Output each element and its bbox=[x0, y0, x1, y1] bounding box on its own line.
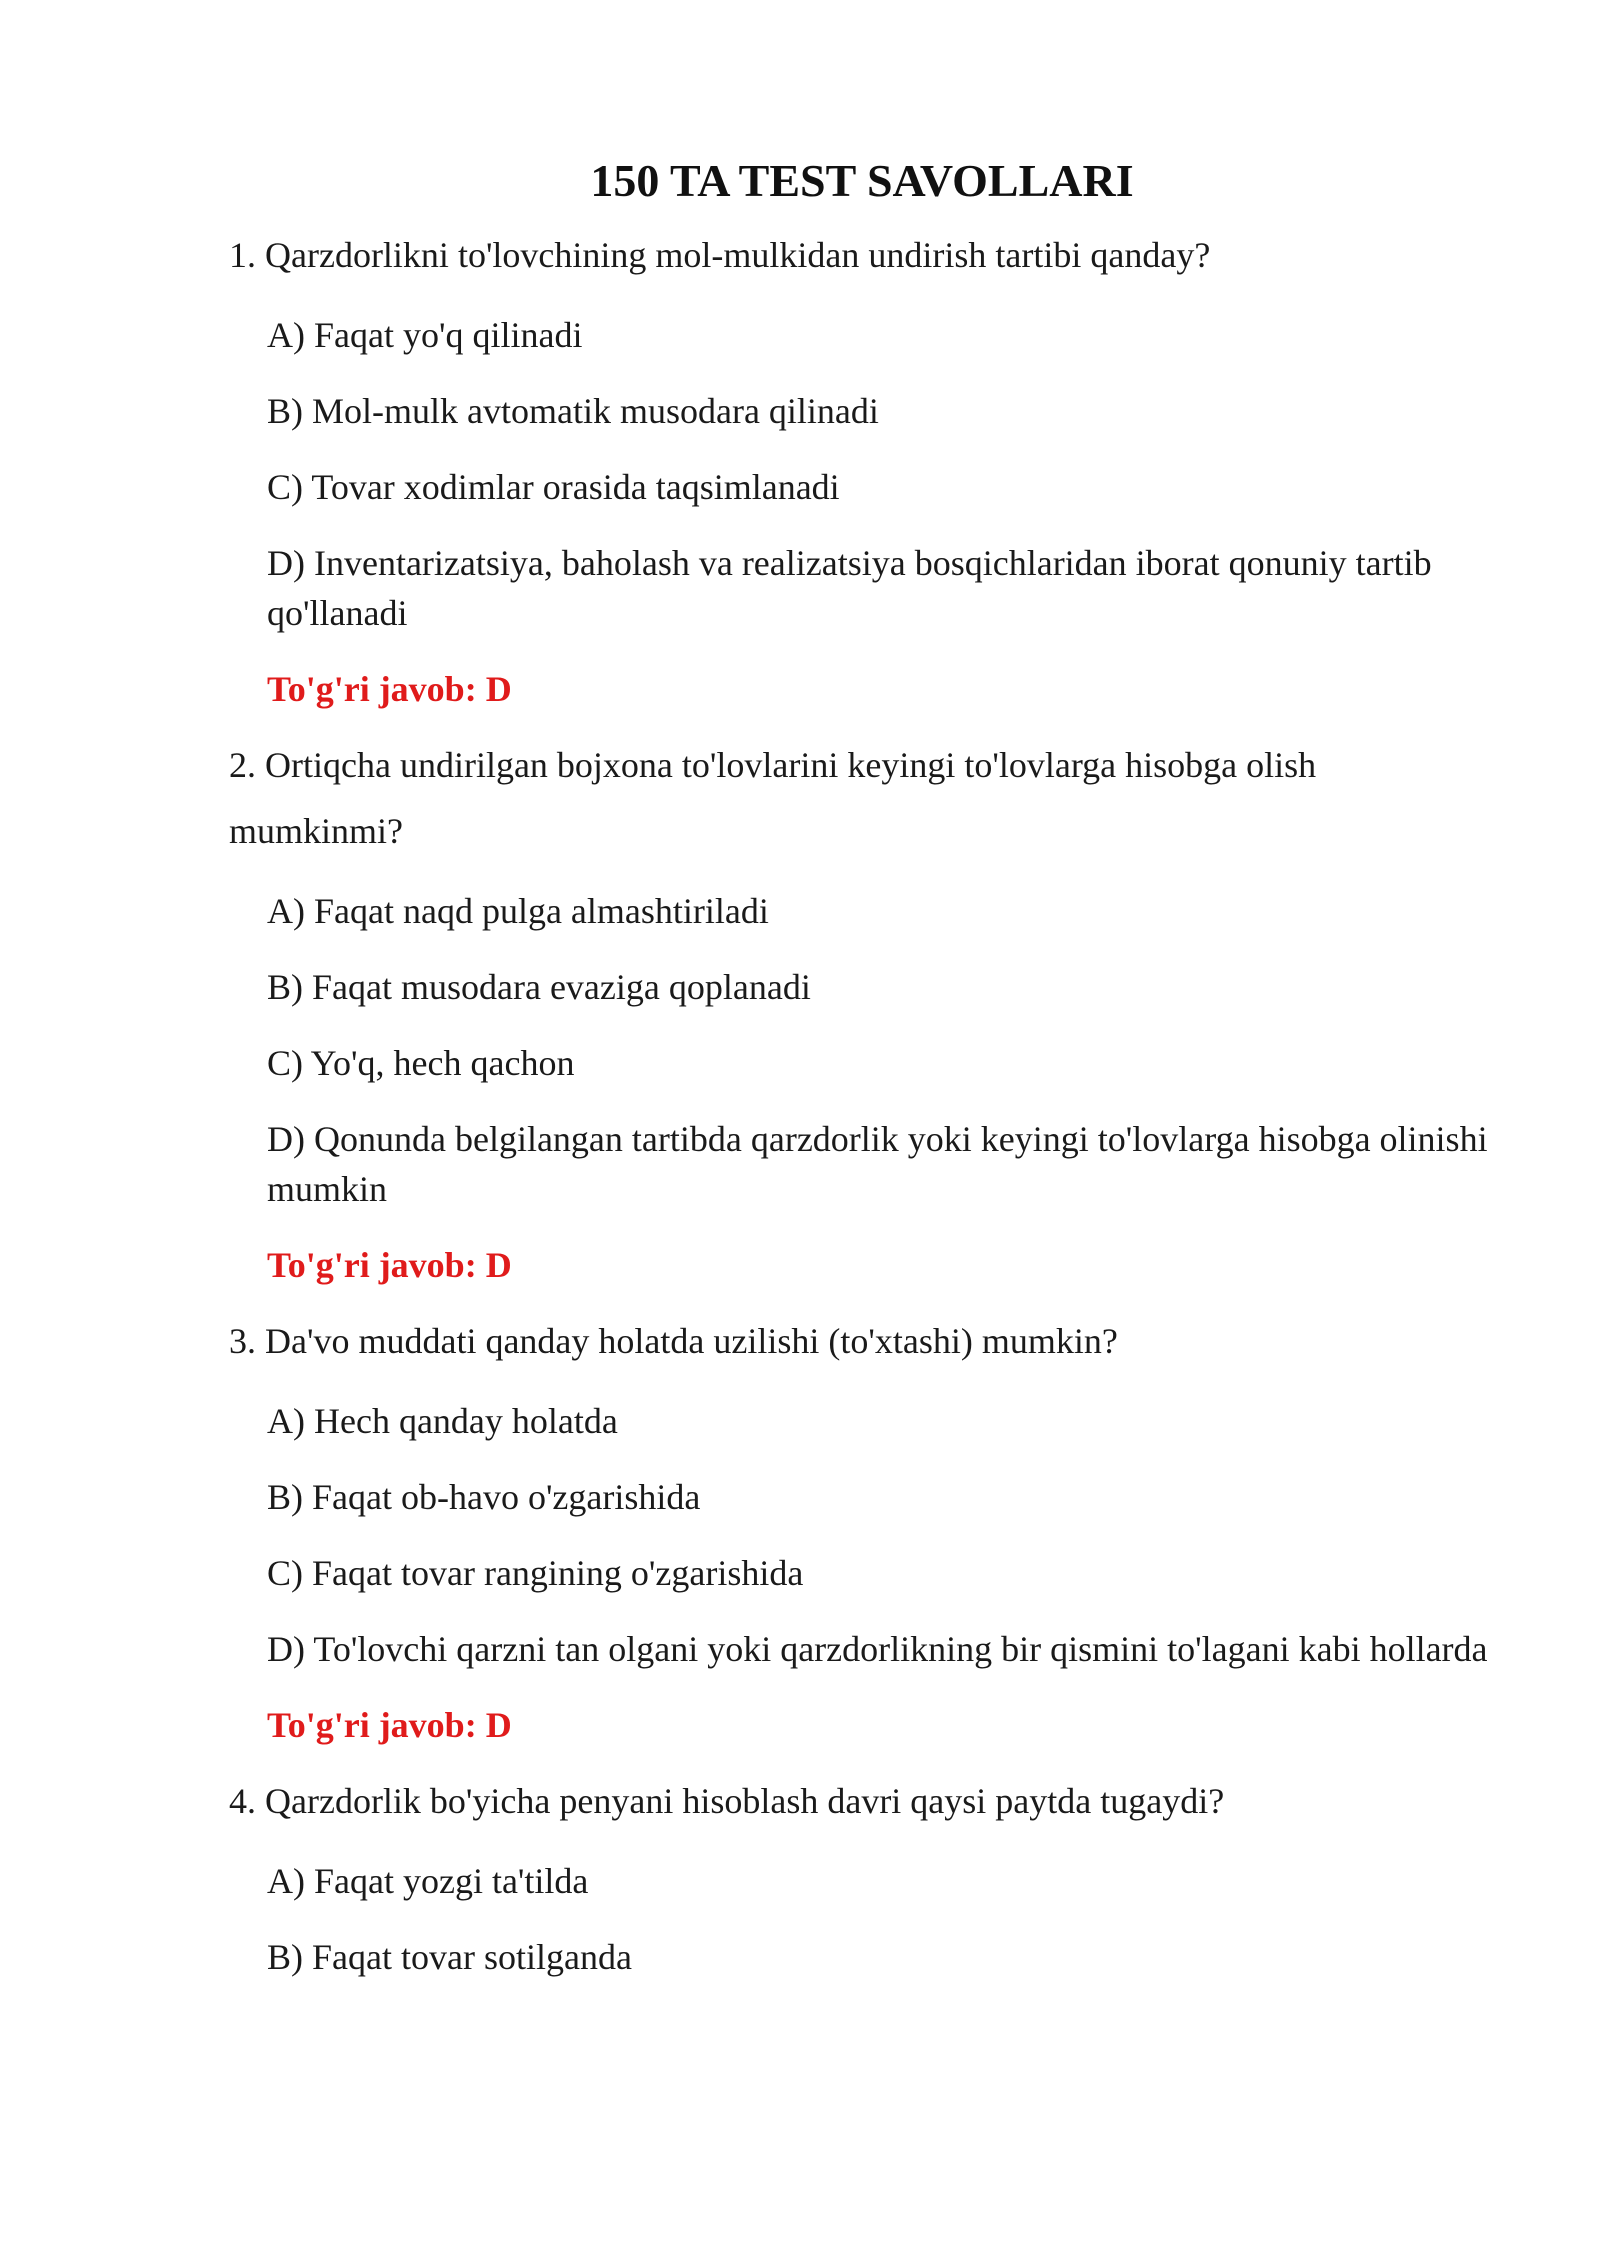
option-c: C) Tovar xodimlar orasida taqsimlanadi bbox=[267, 467, 840, 507]
option-b: B) Mol-mulk avtomatik musodara qilinadi bbox=[267, 391, 879, 431]
correct-answer: To'g'ri javob: D bbox=[267, 669, 512, 709]
option-c: C) Faqat tovar rangining o'zgarishida bbox=[267, 1553, 804, 1593]
question-text: 2. Ortiqcha undirilgan bojxona to'lovlarini keyingi to'lovlarga hisobga olish mumkinmi? bbox=[229, 745, 1317, 851]
option-b: B) Faqat tovar sotilganda bbox=[267, 1937, 632, 1977]
option-d: D) To'lovchi qarzni tan olgani yoki qarzdorlikning bir qismini to'lagani kabi hollarda bbox=[267, 1629, 1488, 1669]
option-b: B) Faqat ob-havo o'zgarishida bbox=[267, 1477, 701, 1517]
option-a: A) Hech qanday holatda bbox=[267, 1401, 618, 1441]
option-b: B) Faqat musodara evaziga qoplanadi bbox=[267, 967, 811, 1007]
question-1 bbox=[229, 222, 1495, 714]
option-c: C) Yo'q, hech qachon bbox=[267, 1043, 575, 1083]
question-4 bbox=[229, 1768, 1495, 1982]
question-text: 4. Qarzdorlik bo'yicha penyani hisoblash davri qaysi paytda tugaydi? bbox=[229, 1781, 1225, 1821]
document-title: 150 TA TEST SAVOLLARI bbox=[590, 155, 1134, 206]
option-a: A) Faqat naqd pulga almashtiriladi bbox=[267, 891, 769, 931]
option-d: D) Qonunda belgilangan tartibda qarzdorlik yoki keyingi to'lovlarga hisobga olinishi mumkin bbox=[267, 1119, 1488, 1209]
option-a: A) Faqat yozgi ta'tilda bbox=[267, 1861, 589, 1901]
question-text: 3. Da'vo muddati qanday holatda uzilishi (to'xtashi) mumkin? bbox=[229, 1321, 1118, 1361]
option-list bbox=[229, 310, 1495, 638]
question-3 bbox=[229, 1308, 1495, 1750]
question-2 bbox=[229, 732, 1495, 1290]
option-list bbox=[229, 886, 1495, 1214]
option-list bbox=[229, 1856, 1495, 1982]
option-d: D) Inventarizatsiya, baholash va realizatsiya bosqichlaridan iborat qonuniy tartib qo'llanadi bbox=[267, 543, 1432, 633]
question-text: 1. Qarzdorlikni to'lovchining mol-mulkidan undirish tartibi qanday? bbox=[229, 235, 1211, 275]
correct-answer: To'g'ri javob: D bbox=[267, 1705, 512, 1745]
correct-answer: To'g'ri javob: D bbox=[267, 1245, 512, 1285]
option-a: A) Faqat yo'q qilinadi bbox=[267, 315, 583, 355]
option-list bbox=[229, 1396, 1495, 1674]
